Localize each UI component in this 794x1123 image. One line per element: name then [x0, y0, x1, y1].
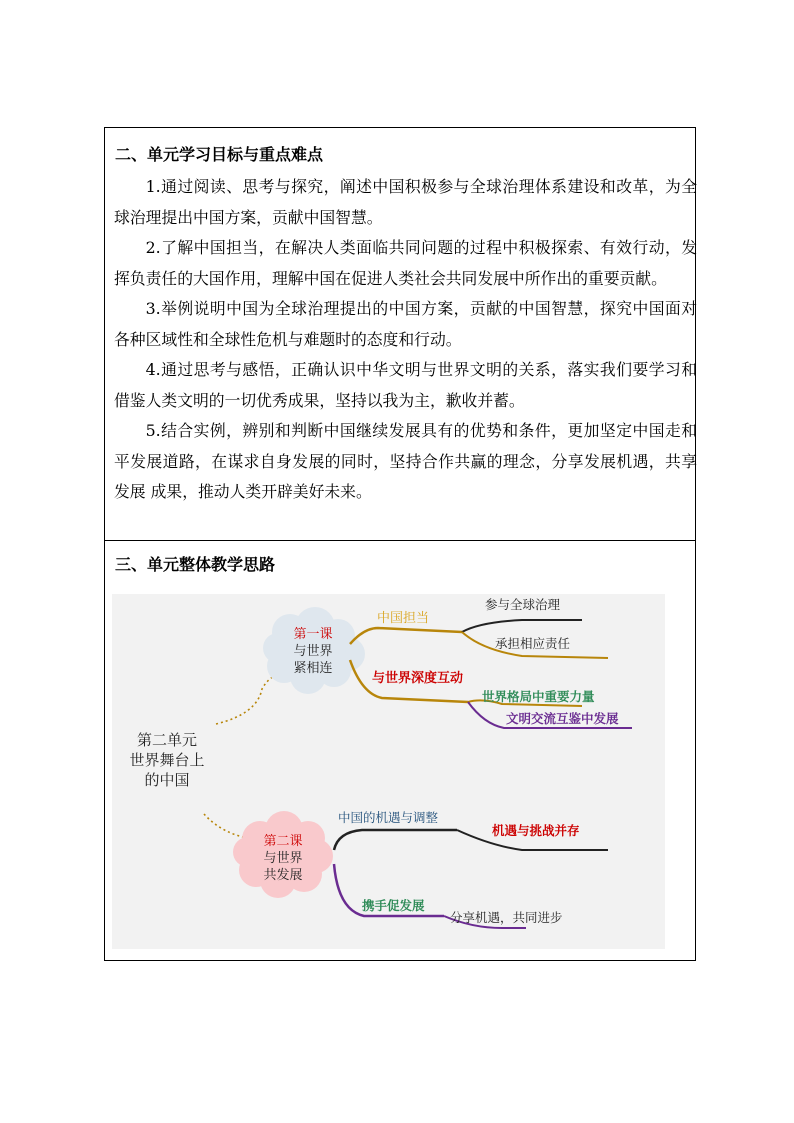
lesson1-branch1-label: 中国担当: [377, 611, 430, 626]
lesson1-branch2-label: 与世界深度互动: [372, 671, 464, 686]
goal-item-3: 3.举例说明中国为全球治理提出的中国方案，贡献的中国智慧，探究中国面对各种区域性和全球性危机与难题时的态度和行动。: [114, 299, 697, 349]
root-line-1: 第二单元: [136, 731, 198, 749]
lesson1-line-2: 紧相连: [293, 661, 333, 676]
mindmap-background: [112, 594, 665, 949]
learning-goals-list: [114, 172, 697, 508]
lesson1-sub2-label: 承担相应责任: [495, 636, 571, 651]
root-line-2: 世界舞台上: [129, 751, 205, 769]
lesson2-branch1-label: 中国的机遇与调整: [338, 810, 439, 825]
row-divider: [105, 540, 695, 541]
section-2-title: 二、单元学习目标与重点难点: [115, 145, 324, 164]
goal-item-4: 4.通过思考与感悟，正确认识中华文明与世界文明的关系，落实我们要学习和借鉴人类文明的一切优秀成果，坚持以我为主，歉收并蓄。: [114, 360, 697, 410]
lesson2-title: 第二课: [263, 834, 303, 849]
lesson1-sub3-label: 世界格局中重要力量: [482, 689, 595, 704]
lesson2-line-2: 共发展: [263, 868, 303, 883]
goal-item-2: 2.了解中国担当，在解决人类面临共同问题的过程中积极探索、有效行动，发挥负责任的大国作用，理解中国在促进人类社会共同发展中所作出的重要贡献。: [114, 238, 697, 288]
lesson2-line-1: 与世界: [263, 851, 303, 866]
lesson2-branch2-label: 携手促发展: [362, 898, 425, 913]
lesson2-sub1-label: 机遇与挑战并存: [492, 823, 580, 838]
goal-item-5: 5.结合实例，辨别和判断中国继续发展具有的优势和条件，更加坚定中国走和平发展道路，在谋求自身发展的同时，坚持合作共赢的理念，分享发展机遇，共享发展 成果，推动人类开辟美好未来。: [114, 421, 697, 501]
lesson2-sub2-label: 分享机遇，共同进步: [450, 910, 563, 925]
lesson1-title: 第一课: [293, 627, 333, 642]
section-3-title: 三、单元整体教学思路: [115, 555, 276, 574]
lesson1-sub4-label: 文明交流互鉴中发展: [506, 711, 619, 726]
goal-item-1: 1.通过阅读、思考与探究，阐述中国积极参与全球治理体系建设和改革，为全球治理提出中国方案，贡献中国智慧。: [114, 177, 697, 227]
root-line-3: 的中国: [144, 771, 190, 789]
lesson1-line-1: 与世界: [293, 644, 333, 659]
lesson1-sub1-label: 参与全球治理: [485, 597, 561, 612]
content-table: [104, 127, 696, 961]
teaching-mindmap: [112, 594, 665, 949]
